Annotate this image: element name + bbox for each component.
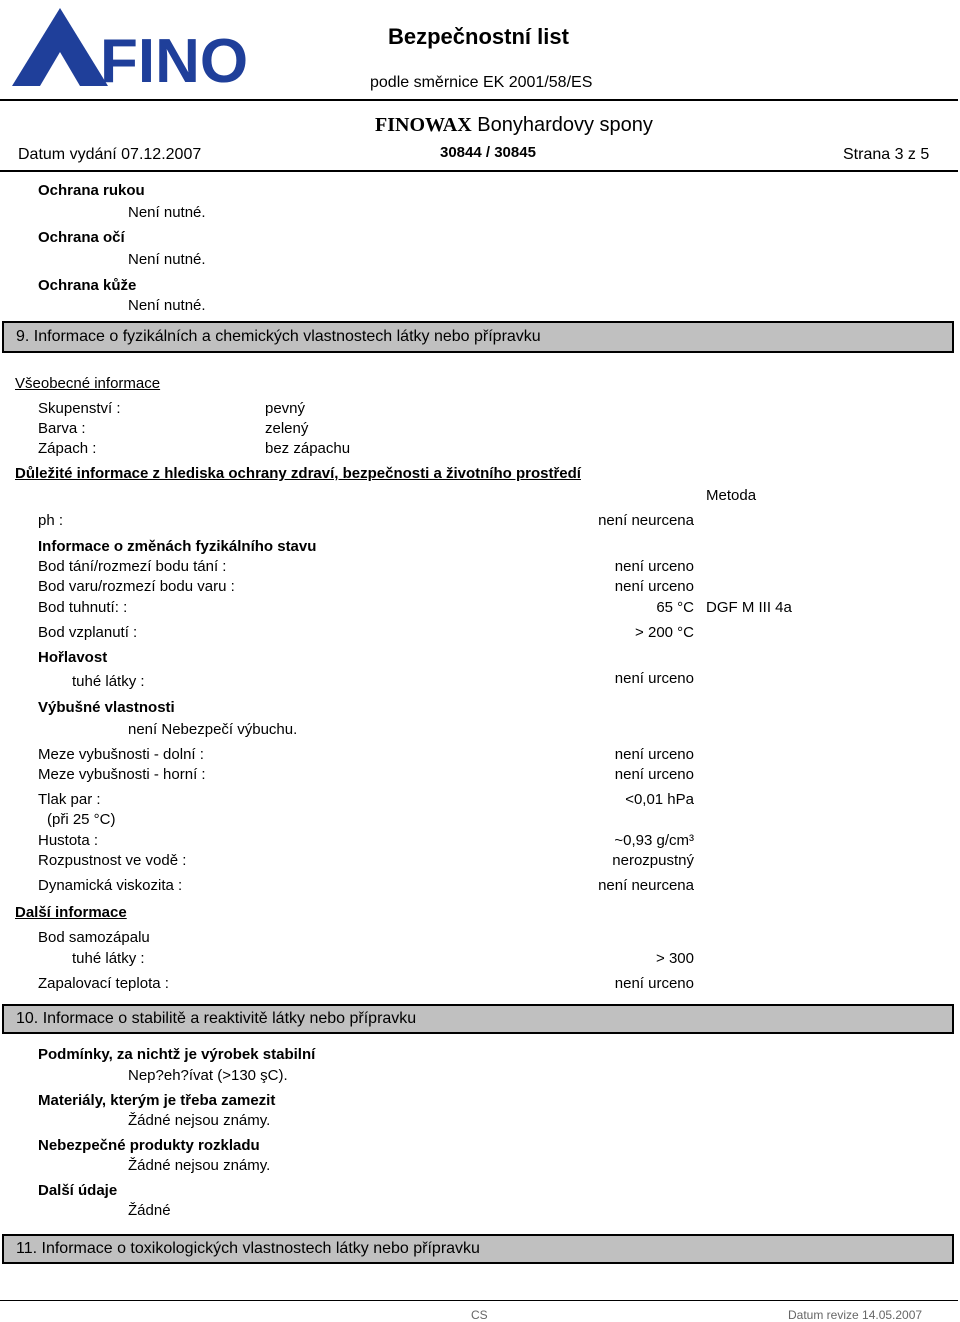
density-value: ~0,93 g/cm³	[614, 832, 694, 849]
general-info-heading: Všeobecné informace	[15, 375, 161, 392]
eye-protection-value: Není nutné.	[128, 251, 206, 268]
odor-value: bez zápachu	[265, 440, 351, 457]
odor-label: Zápach :	[38, 440, 97, 457]
vapor-pressure-value: <0,01 hPa	[625, 791, 694, 808]
skin-protection-label: Ochrana kůže	[38, 277, 137, 294]
autoignition-solids-value: > 300	[656, 950, 694, 967]
upper-explosive-limit-label: Meze vybušnosti - horní :	[38, 766, 206, 783]
flammability-solids-value: není urceno	[614, 670, 694, 687]
section-10-header	[2, 1004, 954, 1034]
document-subtitle: podle směrnice EK 2001/58/ES	[370, 74, 593, 91]
flammability-heading: Hořlavost	[38, 649, 108, 666]
other-data-value: Žádné	[128, 1202, 171, 1219]
upper-explosive-limit-value: není urceno	[614, 766, 694, 783]
melting-point-label: Bod tání/rozmezí bodu tání :	[38, 558, 227, 575]
boiling-point-value: není urceno	[614, 578, 694, 595]
autoignition-label: Bod samozápalu	[38, 929, 150, 946]
product-name: Bonyhardovy spony	[477, 114, 653, 136]
section-11-header	[2, 1234, 954, 1264]
product-code: 30844 / 30845	[440, 144, 536, 161]
lower-explosive-limit-label: Meze vybušnosti - dolní :	[38, 746, 204, 763]
water-solubility-label: Rozpustnost ve vodě :	[38, 852, 187, 869]
ignition-temperature-value: není urceno	[614, 975, 694, 992]
water-solubility-value: nerozpustný	[612, 852, 694, 869]
vapor-pressure-label: Tlak par :	[38, 791, 101, 808]
company-logo	[0, 0, 249, 96]
logo-text: FINO	[100, 27, 249, 96]
solidification-point-value: 65 °C	[656, 599, 694, 616]
boiling-point-label: Bod varu/rozmezí bodu varu :	[38, 578, 235, 595]
explosive-properties-value: není Nebezpečí výbuchu.	[128, 721, 298, 738]
footer-revision-date: Datum revize 14.05.2007	[788, 1308, 923, 1322]
method-column-header: Metoda	[706, 487, 757, 504]
eye-protection-label: Ochrana očí	[38, 229, 125, 246]
decomposition-products-label: Nebezpečné produkty rozkladu	[38, 1137, 260, 1154]
document-title: Bezpečnostní list	[388, 24, 569, 49]
product-brand: FINOWAX	[375, 114, 472, 136]
autoignition-solids-label: tuhé látky :	[72, 950, 145, 967]
dynamic-viscosity-label: Dynamická viskozita :	[38, 877, 183, 894]
solidification-method: DGF M III 4a	[706, 599, 792, 616]
stability-conditions-value: Nep?eh?ívat (>130 şC).	[128, 1067, 288, 1084]
issue-date: Datum vydání 07.12.2007	[18, 146, 202, 163]
footer-language: CS	[471, 1308, 488, 1322]
materials-to-avoid-value: Žádné nejsou známy.	[128, 1112, 271, 1129]
stability-conditions-label: Podmínky, za nichtž je výrobek stabilní	[38, 1046, 316, 1063]
melting-point-value: není urceno	[614, 558, 694, 575]
section-9-header	[2, 321, 954, 353]
color-label: Barva :	[38, 420, 86, 437]
important-info-heading: Důležité informace z hlediska ochrany zdraví, bezpečnosti a životního prostředí	[15, 465, 581, 482]
state-label: Skupenství :	[38, 400, 121, 417]
skin-protection-value: Není nutné.	[128, 297, 206, 314]
vapor-pressure-temperature: (při 25 °C)	[47, 811, 116, 828]
header-bottom-rule	[0, 170, 958, 172]
hands-protection-value: Není nutné.	[128, 204, 206, 221]
header-rule	[0, 99, 958, 101]
solidification-point-label: Bod tuhnutí: :	[38, 599, 128, 616]
hands-protection-label: Ochrana rukou	[38, 182, 145, 199]
state-value: pevný	[265, 400, 306, 417]
density-label: Hustota :	[38, 832, 99, 849]
ph-label: ph :	[38, 512, 64, 529]
dynamic-viscosity-value: není neurcena	[598, 877, 694, 894]
further-info-heading: Další informace	[15, 904, 127, 921]
section-11-title: 11. Informace o toxikologických vlastnostech látky nebo přípravku	[16, 1240, 480, 1257]
explosive-properties-heading: Výbušné vlastnosti	[38, 699, 175, 716]
page-number: Strana 3 z 5	[843, 146, 930, 163]
flash-point-label: Bod vzplanutí :	[38, 624, 138, 641]
section-9-title: 9. Informace o fyzikálních a chemických vlastnostech látky nebo přípravku	[16, 328, 541, 345]
materials-to-avoid-label: Materiály, kterým je třeba zamezit	[38, 1092, 276, 1109]
flash-point-value: > 200 °C	[635, 624, 694, 641]
ignition-temperature-label: Zapalovací teplota :	[38, 975, 169, 992]
phase-change-heading: Informace o změnách fyzikálního stavu	[38, 538, 317, 555]
ph-value: není neurcena	[598, 512, 694, 529]
section-10-title: 10. Informace o stabilitě a reaktivitě látky nebo přípravku	[16, 1010, 417, 1027]
decomposition-products-value: Žádné nejsou známy.	[128, 1157, 271, 1174]
footer-rule	[0, 1300, 958, 1301]
flammability-solids-label: tuhé látky :	[72, 673, 145, 690]
lower-explosive-limit-value: není urceno	[614, 746, 694, 763]
product-title	[375, 114, 653, 137]
other-data-label: Další údaje	[38, 1182, 118, 1199]
color-value: zelený	[265, 420, 309, 437]
